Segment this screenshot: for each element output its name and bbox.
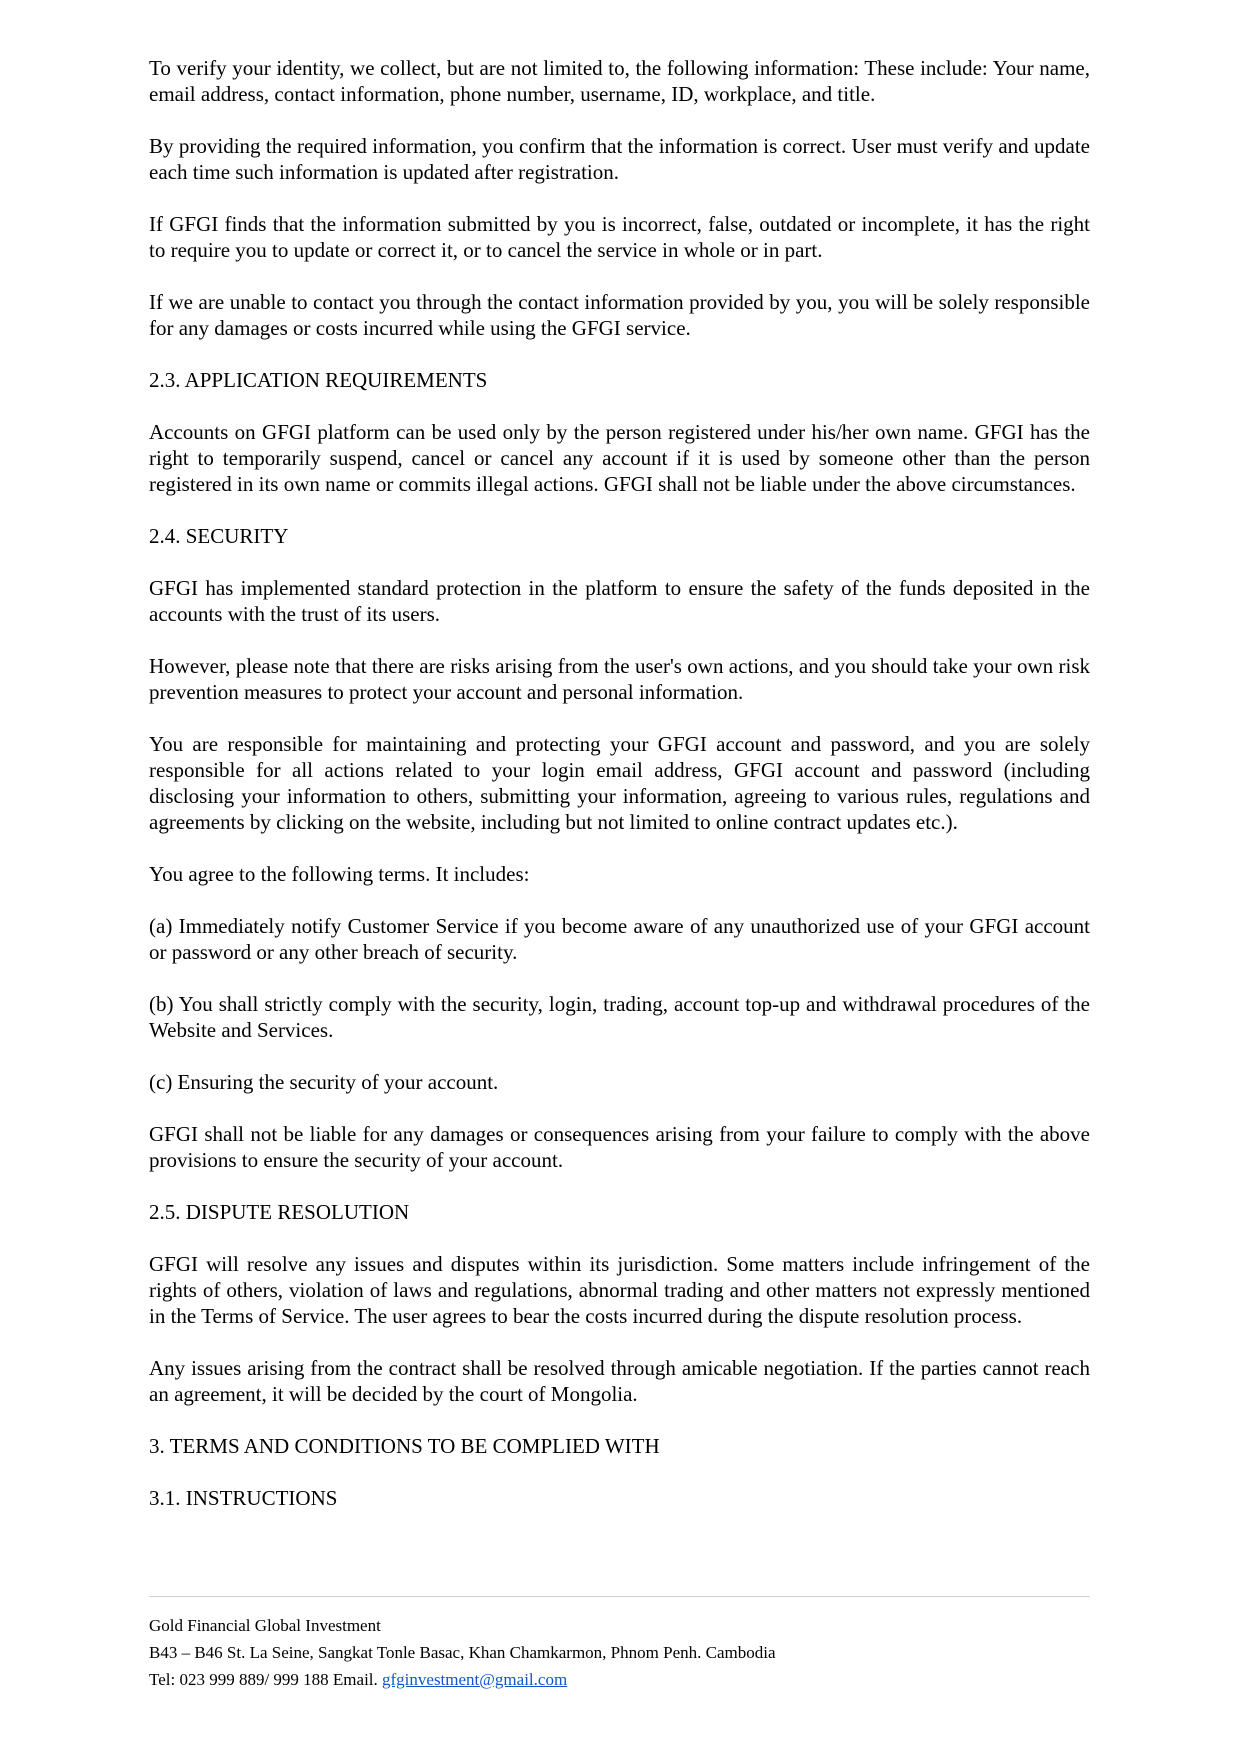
section-heading: 3.1. INSTRUCTIONS xyxy=(149,1486,338,1510)
paragraph: However, please note that there are risks arising from the user's own actions, and you should take your own risk prevention measures to protect your account and personal information. xyxy=(149,654,1090,704)
footer-company: Gold Financial Global Investment xyxy=(149,1616,381,1635)
paragraph: If GFGI finds that the information submitted by you is incorrect, false, outdated or incomplete, it has the right to require you to update or correct it, or to cancel the service in whole or in part. xyxy=(149,212,1090,262)
paragraph: Any issues arising from the contract shall be resolved through amicable negotiation. If the parties cannot reach an agreement, it will be decided by the court of Mongolia. xyxy=(149,1356,1090,1406)
paragraph: If we are unable to contact you through the contact information provided by you, you will be solely responsible for any damages or costs incurred while using the GFGI service. xyxy=(149,290,1090,340)
footer-contact-line xyxy=(149,1666,1090,1693)
footer-address: B43 – B46 St. La Seine, Sangkat Tonle Basac, Khan Chamkarmon, Phnom Penh. Cambodia xyxy=(149,1643,776,1662)
footer-divider xyxy=(149,1596,1090,1597)
paragraph: By providing the required information, you confirm that the information is correct. User must verify and update each time such information is updated after registration. xyxy=(149,134,1090,184)
page-footer xyxy=(149,1612,1090,1693)
paragraph: GFGI has implemented standard protection in the platform to ensure the safety of the funds deposited in the accounts with the trust of its users. xyxy=(149,576,1090,626)
paragraph: GFGI shall not be liable for any damages or consequences arising from your failure to comply with the above provisions to ensure the security of your account. xyxy=(149,1122,1090,1172)
section-heading: 3. TERMS AND CONDITIONS TO BE COMPLIED WITH xyxy=(149,1434,660,1458)
paragraph: GFGI will resolve any issues and disputes within its jurisdiction. Some matters include infringement of the rights of others, violation of laws and regulations, abnormal trading and other matters not expressly mentioned in the Terms of Service. The user agrees to bear the costs incurred during the dispute resolution process. xyxy=(149,1252,1090,1328)
paragraph: (c) Ensuring the security of your account. xyxy=(149,1070,499,1094)
email-link[interactable]: gfginvestment@gmail.com xyxy=(382,1670,568,1689)
section-heading: 2.3. APPLICATION REQUIREMENTS xyxy=(149,368,488,392)
paragraph: You agree to the following terms. It includes: xyxy=(149,862,530,886)
section-heading: 2.5. DISPUTE RESOLUTION xyxy=(149,1200,410,1224)
section-heading: 2.4. SECURITY xyxy=(149,524,289,548)
paragraph: (a) Immediately notify Customer Service if you become aware of any unauthorized use of your GFGI account or password or any other breach of security. xyxy=(149,914,1090,964)
paragraph: Accounts on GFGI platform can be used only by the person registered under his/her own name. GFGI has the right to temporarily suspend, cancel or cancel any account if it is used by someone other than the person registered in its own name or commits illegal actions. GFGI shall not be liable under the above circumstances. xyxy=(149,420,1090,496)
paragraph: You are responsible for maintaining and protecting your GFGI account and password, and you are solely responsible for all actions related to your login email address, GFGI account and password (including disclosing your information to others, submitting your information, agreeing to various rules, regulations and agreements by clicking on the website, including but not limited to online contract updates etc.). xyxy=(149,732,1090,834)
footer-tel-email-text: Tel: 023 999 889/ 999 188 Email. xyxy=(149,1670,383,1689)
paragraph: (b) You shall strictly comply with the security, login, trading, account top-up and withdrawal procedures of the Website and Services. xyxy=(149,992,1090,1042)
document-body xyxy=(149,55,1090,1537)
paragraph: To verify your identity, we collect, but are not limited to, the following information: These include: Your name, email address, contact information, phone number, username, ID, workplace, and title. xyxy=(149,56,1090,106)
